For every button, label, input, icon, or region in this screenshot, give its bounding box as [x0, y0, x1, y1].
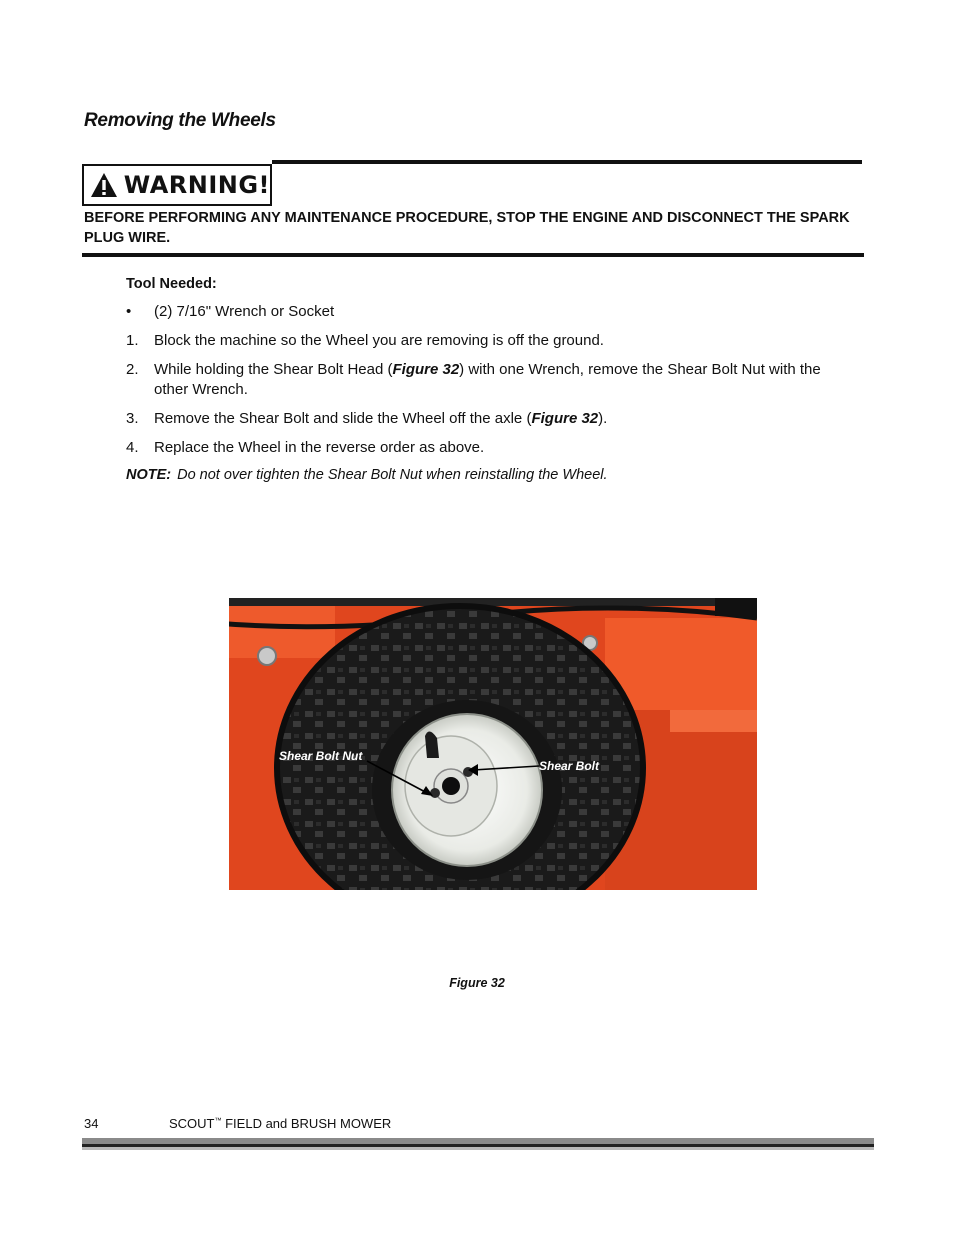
- step-number: 2.: [126, 361, 139, 378]
- trademark: ™: [214, 1117, 222, 1125]
- footer-rule-light: [82, 1147, 874, 1150]
- step-number: 1.: [126, 332, 139, 349]
- callout-shear-bolt: Shear Bolt: [539, 759, 600, 773]
- step-text: Block the machine so the Wheel you are removing is off the ground.: [154, 332, 604, 349]
- step-1: [126, 331, 856, 351]
- note: [126, 467, 608, 483]
- footer-title: SCOUT™ FIELD and BRUSH MOWER: [169, 1116, 392, 1131]
- note-text: Do not over tighten the Shear Bolt Nut when reinstalling the Wheel.: [177, 467, 608, 483]
- warning-triangle-icon: [84, 166, 124, 204]
- step-number: 3.: [126, 410, 139, 427]
- figure-reference: Figure 32: [531, 410, 599, 427]
- warning-rule-bottom: [82, 253, 864, 257]
- warning-rule-top: [272, 160, 862, 164]
- step-2: [126, 360, 856, 400]
- warning-text: BEFORE PERFORMING ANY MAINTENANCE PROCEDURE, STOP THE ENGINE AND DISCONNECT THE SPARK PLUG WIRE.: [84, 210, 850, 246]
- figure-caption: Figure 32: [449, 976, 505, 990]
- step-4: [126, 438, 856, 458]
- section-title: Removing the Wheels: [84, 110, 276, 131]
- step-number: 4.: [126, 439, 139, 456]
- step-text: While holding the Shear Bolt Head (Figure 32) with one Wrench, remove the Shear Bolt Nut with the other Wrench.: [154, 361, 821, 398]
- step-text: Replace the Wheel in the reverse order as above.: [154, 439, 485, 456]
- tools-heading: Tool Needed:: [126, 276, 217, 292]
- callout-shear-bolt-nut: Shear Bolt Nut: [279, 749, 363, 763]
- tool-item-text: (2) 7/16" Wrench or Socket: [154, 303, 335, 320]
- step-text: Remove the Shear Bolt and slide the Wheel off the axle (Figure 32).: [154, 410, 608, 427]
- note-label: NOTE:: [126, 467, 172, 483]
- bullet: •: [126, 303, 132, 320]
- page-number: 34: [84, 1116, 99, 1131]
- warning-badge: [82, 164, 272, 206]
- warning-label: WARNING!: [123, 171, 270, 199]
- step-3: [126, 409, 856, 429]
- figure-reference: Figure 32: [392, 361, 460, 378]
- wheel-photo: [215, 598, 757, 890]
- tool-list-item: [126, 302, 856, 322]
